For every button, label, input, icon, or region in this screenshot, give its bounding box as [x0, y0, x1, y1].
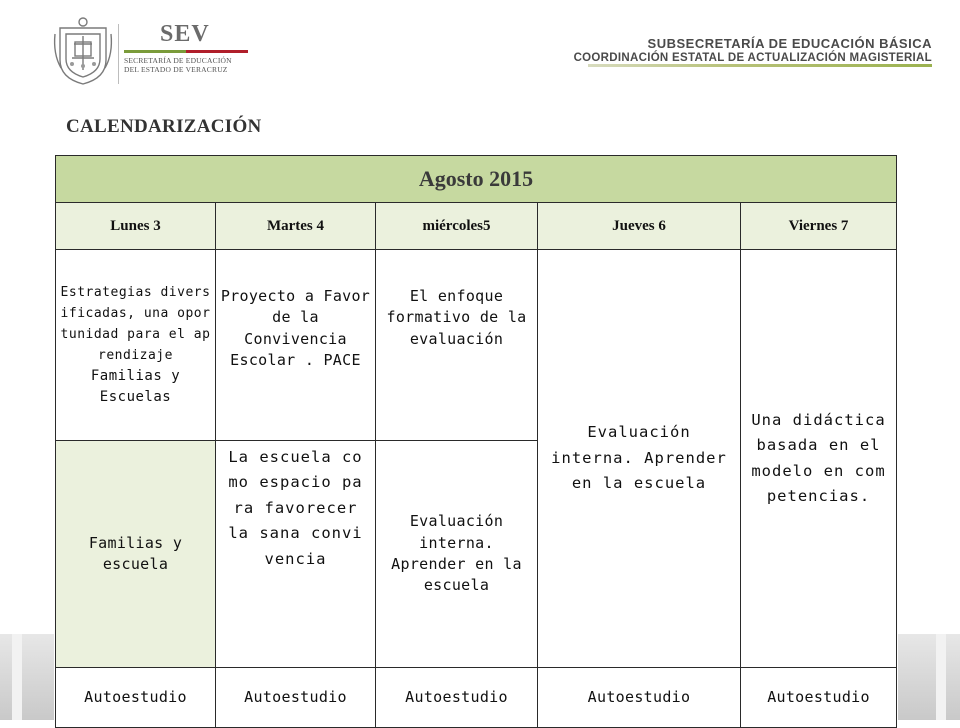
cell-tuesday-topic-2: La escuela como espacio para favorecer la sana convivencia	[228, 448, 363, 568]
sev-accent-line	[124, 50, 248, 53]
cell-friday-topic: Una didáctica basada en el modelo en competencias.	[751, 410, 886, 505]
calendar-table	[55, 155, 897, 728]
subsecretaria-header	[574, 36, 932, 65]
sev-logo	[124, 22, 248, 74]
cell-wednesday-autoestudio: Autoestudio	[376, 668, 538, 728]
cell-tuesday-autoestudio: Autoestudio	[216, 668, 376, 728]
cell-tuesday-session-1	[216, 250, 376, 441]
month-header: Agosto 2015	[56, 156, 897, 203]
page-title: CALENDARIZACIÓN	[66, 116, 262, 137]
cell-monday-topic-a: Estrategias diversificadas, una oportunidad para el aprendizaje	[60, 284, 211, 364]
cell-thursday-topic: Evaluación interna. Aprender en la escuela	[551, 423, 727, 493]
cell-monday-session-2	[56, 441, 216, 668]
subsecretaria-label: SUBSECRETARÍA DE EDUCACIÓN BÁSICA	[647, 36, 932, 51]
cell-wednesday-session-1	[376, 250, 538, 441]
decorative-bar-right	[898, 634, 960, 720]
day-header-friday: Viernes 7	[741, 203, 897, 250]
cell-monday-session-1	[56, 250, 216, 441]
cell-wednesday-topic-2: Evaluación interna. Aprender en la escuela	[391, 512, 522, 595]
day-header-monday: Lunes 3	[56, 203, 216, 250]
sev-subtitle-1: SECRETARÍA DE EDUCACIÓN	[124, 56, 232, 65]
cell-tuesday-topic-1: Proyecto a Favor de la Convivencia Escolar . PACE	[220, 287, 371, 369]
cell-monday-topic-2: Familias y escuela	[88, 533, 183, 573]
cell-wednesday-topic-1: El enfoque formativo de la evaluación	[386, 287, 527, 348]
sev-title: SEV	[160, 21, 210, 47]
cell-thursday-session	[538, 250, 741, 668]
cell-thursday-autoestudio: Autoestudio	[538, 668, 741, 728]
cell-monday-topic-b: Familias y Escuelas	[90, 368, 181, 406]
day-header-wednesday: miércoles5	[376, 203, 538, 250]
cell-monday-autoestudio: Autoestudio	[56, 668, 216, 728]
sev-subtitle-2: DEL ESTADO DE VERACRUZ	[124, 65, 228, 74]
cell-wednesday-session-2	[376, 441, 538, 668]
veracruz-coat-of-arms-icon	[52, 14, 114, 88]
day-header-thursday: Jueves 6	[538, 203, 741, 250]
logo-separator	[118, 24, 119, 84]
cell-friday-session	[741, 250, 897, 668]
decorative-bar-left	[0, 634, 54, 720]
cell-friday-autoestudio: Autoestudio	[741, 668, 897, 728]
day-header-tuesday: Martes 4	[216, 203, 376, 250]
coordinacion-label: COORDINACIÓN ESTATAL DE ACTUALIZACIÓN MAGISTERIAL	[573, 52, 932, 64]
header-rule	[588, 64, 932, 67]
cell-tuesday-session-2	[216, 441, 376, 668]
